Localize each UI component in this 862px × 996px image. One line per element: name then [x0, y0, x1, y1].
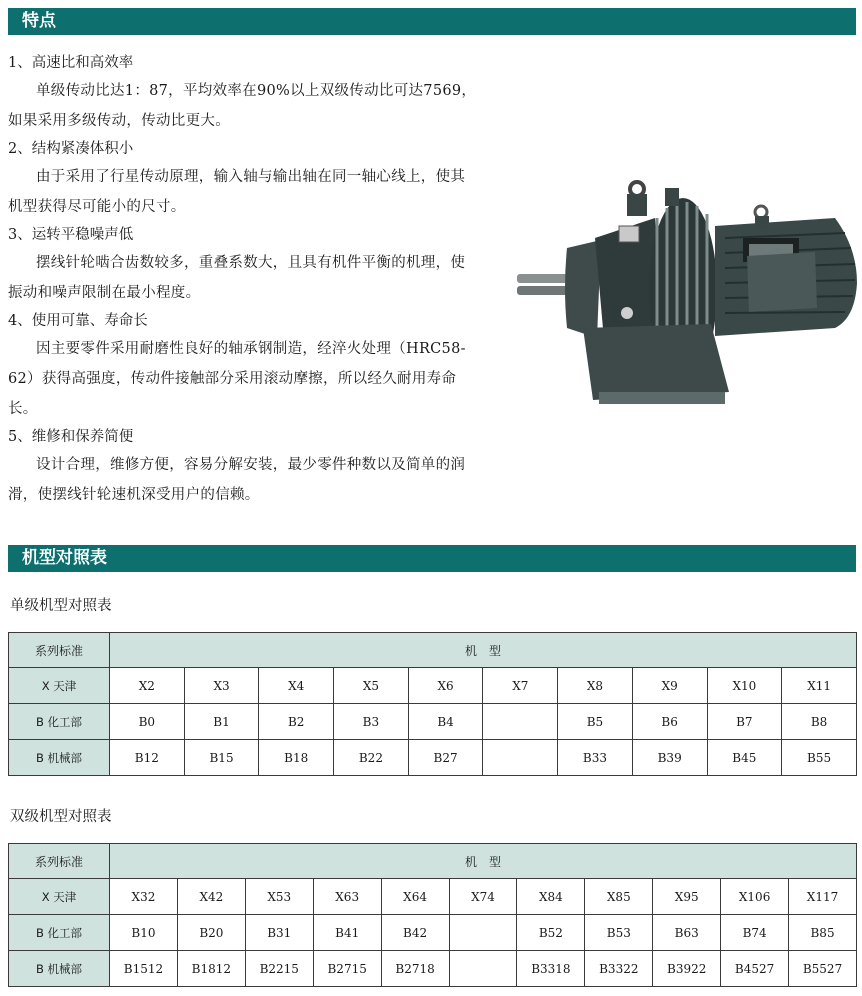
table-header-row: [9, 844, 857, 879]
table-cell: X7: [483, 668, 558, 704]
table-cell: B15: [184, 740, 259, 776]
table-row: [9, 704, 857, 740]
section-header-model-comparison: 机型对照表: [8, 545, 856, 572]
table-cell: B1812: [177, 951, 245, 987]
table-cell: B10: [110, 915, 178, 951]
table-row: [9, 740, 857, 776]
table-row: [9, 951, 857, 987]
double-stage-table-title: 双级机型对照表: [10, 809, 112, 825]
feature-title: 4、使用可靠、寿命长: [8, 313, 148, 329]
table-cell: X74: [449, 879, 517, 915]
table-cell: B53: [585, 915, 653, 951]
single-stage-table-title: 单级机型对照表: [10, 598, 112, 614]
table-cell: B2215: [245, 951, 313, 987]
feature-title: 5、维修和保养简便: [8, 429, 134, 445]
table-cell: B55: [782, 740, 857, 776]
table-cell: B27: [408, 740, 483, 776]
table-cell: B12: [110, 740, 185, 776]
table-cell: B7: [707, 704, 782, 740]
header-series-standard: 系列标准: [9, 633, 110, 668]
table-cell: B63: [653, 915, 721, 951]
table-cell: X42: [177, 879, 245, 915]
table-cell: X95: [653, 879, 721, 915]
table-cell: X85: [585, 879, 653, 915]
feature-item: [8, 50, 478, 136]
table-cell: [483, 740, 558, 776]
feature-desc: 由于采用了行星传动原理，输入轴与输出轴在同一轴心线上，使其机型获得尽可能小的尺寸。: [8, 169, 466, 215]
table-cell: [483, 704, 558, 740]
table-header-row: [9, 633, 857, 668]
table-cell: B6: [632, 704, 707, 740]
table-cell: B3318: [517, 951, 585, 987]
table-cell: B31: [245, 915, 313, 951]
row-label: X 天津: [9, 668, 110, 704]
table-cell: X6: [408, 668, 483, 704]
feature-title: 1、高速比和高效率: [8, 55, 134, 71]
table-cell: B20: [177, 915, 245, 951]
table-row: [9, 915, 857, 951]
table-cell: B85: [789, 915, 857, 951]
row-label: B 化工部: [9, 915, 110, 951]
table-row: [9, 668, 857, 704]
table-cell: X63: [313, 879, 381, 915]
table-cell: B74: [721, 915, 789, 951]
table-cell: B0: [110, 704, 185, 740]
row-label: X 天津: [9, 879, 110, 915]
table-row: [9, 879, 857, 915]
header-model: 机 型: [110, 633, 857, 668]
table-cell: B39: [632, 740, 707, 776]
table-cell: X10: [707, 668, 782, 704]
row-label: B 机械部: [9, 740, 110, 776]
table-cell: B22: [334, 740, 409, 776]
table-cell: X84: [517, 879, 585, 915]
row-label: B 化工部: [9, 704, 110, 740]
feature-title: 3、运转平稳噪声低: [8, 227, 134, 243]
table-cell: [449, 915, 517, 951]
table-cell: X32: [110, 879, 178, 915]
table-cell: X5: [334, 668, 409, 704]
table-cell: X2: [110, 668, 185, 704]
table-cell: B2715: [313, 951, 381, 987]
table-cell: B8: [782, 704, 857, 740]
table-cell: B3322: [585, 951, 653, 987]
feature-item: [8, 424, 478, 510]
table-cell: B4: [408, 704, 483, 740]
table-cell: B3: [334, 704, 409, 740]
features-list: [8, 50, 478, 510]
double-stage-model-table: [8, 843, 857, 987]
table-cell: B4527: [721, 951, 789, 987]
feature-item: [8, 222, 478, 308]
feature-item: [8, 308, 478, 424]
table-cell: B1512: [110, 951, 178, 987]
table-cell: B42: [381, 915, 449, 951]
feature-desc: 设计合理，维修方便，容易分解安装，最少零件种数以及简单的润滑，使摆线针轮速机深受用户的信赖。: [8, 457, 466, 503]
table-cell: X64: [381, 879, 449, 915]
table-cell: B5: [558, 704, 633, 740]
feature-desc: 单级传动比达1：87，平均效率在90%以上双级传动比可达7569，如果采用多级传动，传动比更大。: [8, 83, 477, 129]
table-cell: B2: [259, 704, 334, 740]
table-cell: X53: [245, 879, 313, 915]
cycloidal-gear-reducer-motor-photo-icon: [517, 182, 857, 404]
feature-desc: 因主要零件采用耐磨性良好的轴承钢制造，经淬火处理（HRC58-62）获得高强度，传动件接触部分采用滚动摩擦，所以经久耐用寿命长。: [8, 341, 466, 417]
table-cell: B33: [558, 740, 633, 776]
gear-reducer-motor-image: [515, 178, 857, 410]
table-cell: X117: [789, 879, 857, 915]
feature-title: 2、结构紧凑体积小: [8, 141, 134, 157]
table-cell: X9: [632, 668, 707, 704]
row-label: B 机械部: [9, 951, 110, 987]
table-cell: B18: [259, 740, 334, 776]
table-cell: B41: [313, 915, 381, 951]
table-cell: B45: [707, 740, 782, 776]
feature-desc: 摆线针轮啮合齿数较多，重叠系数大，且具有机件平衡的机理，使振动和噪声限制在最小程度。: [8, 255, 466, 301]
table-cell: X106: [721, 879, 789, 915]
section-header-features: 特点: [8, 8, 856, 35]
table-cell: [449, 951, 517, 987]
table-cell: B3922: [653, 951, 721, 987]
table-cell: X8: [558, 668, 633, 704]
table-cell: B52: [517, 915, 585, 951]
table-cell: X3: [184, 668, 259, 704]
header-series-standard: 系列标准: [9, 844, 110, 879]
table-cell: B2718: [381, 951, 449, 987]
table-cell: X11: [782, 668, 857, 704]
single-stage-model-table: [8, 632, 857, 776]
table-cell: X4: [259, 668, 334, 704]
table-cell: B1: [184, 704, 259, 740]
feature-item: [8, 136, 478, 222]
header-model: 机 型: [110, 844, 857, 879]
table-cell: B5527: [789, 951, 857, 987]
